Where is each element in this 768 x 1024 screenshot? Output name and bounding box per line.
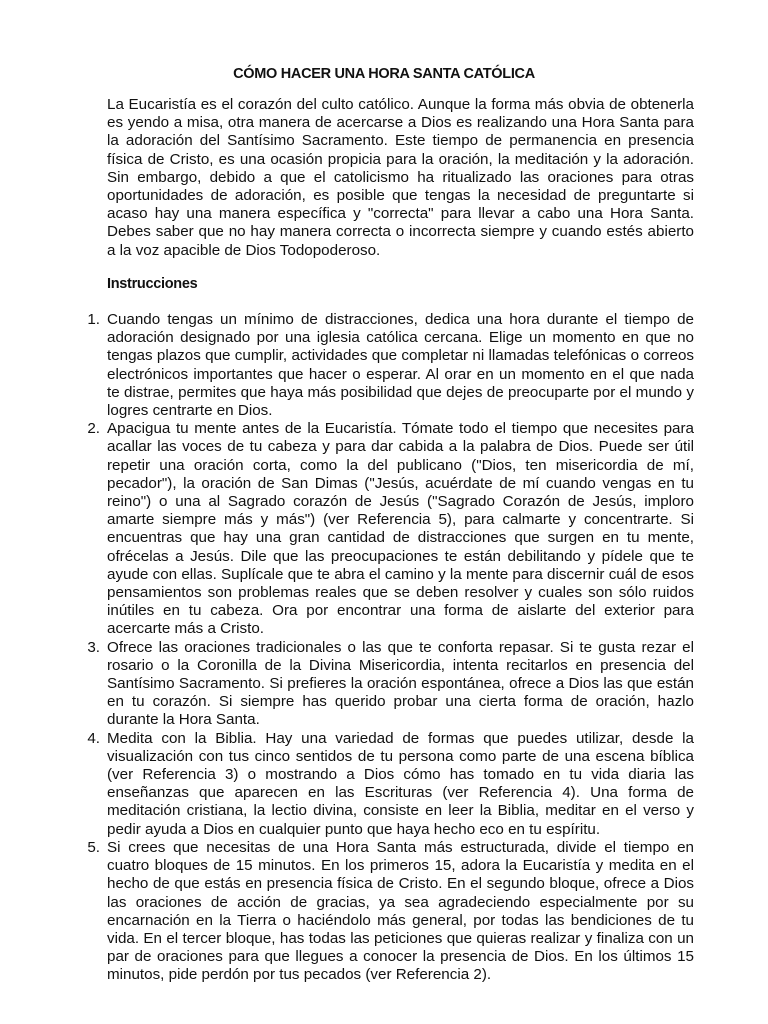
document-title: CÓMO HACER UNA HORA SANTA CATÓLICA <box>233 66 535 82</box>
instruction-item <box>87 420 694 638</box>
instruction-text: Si crees que necesitas de una Hora Santa más estructurada, divide el tiempo en cuatro bloques de 15 minutos. En los primeros 15, adora la Eucaristía y medita en el hecho de que estás en presencia física de Cristo. En el segundo bloque, ofrece a Dios las oraciones de acción de gracias, ya sea agradeciendo especialmente por su encarnación en la Tierra o haciéndolo más general, por todas las bendiciones de tu vida. En el tercer bloque, has todas las peticiones que quieras realizar y finaliza con un par de oraciones para que llegues a conocer la presencia de Dios. En los últimos 15 minutos, pide perdón por tus pecados (ver Referencia 2). <box>107 838 694 984</box>
instruction-item <box>87 311 694 420</box>
intro-paragraph: La Eucaristía es el corazón del culto católico. Aunque la forma más obvia de obtenerla es yendo a misa, otra manera de acercarse a Dios es realizando una Hora Santa para la adoración del Santísimo Sacramento. Este tiempo de permanencia en presencia física de Cristo, es una ocasión propicia para la oración, la meditación y la adoración. Sin embargo, debido a que el catolicismo ha ritualizado las oraciones para otras oportunidades de adoración, es posible que tengas la necesidad de preguntarte si acaso hay una manera específica y "correcta" para llevar a cabo una Hora Santa. Debes saber que no hay manera correcta o incorrecta siempre y cuando estés abierto a la voz apacible de Dios Todopoderoso. <box>107 96 694 259</box>
instruction-number: 2. <box>87 420 100 438</box>
instruction-item <box>87 638 694 730</box>
instruction-text: Medita con la Biblia. Hay una variedad de formas que puedes utilizar, desde la visualización con tus cinco sentidos de tu persona como parte de una escena bíblica (ver Referencia 3) o mostrando a Dios cómo has tomado en tu vida diaria las enseñanzas que aparecen en las Escrituras (ver Referencia 4). Una forma de meditación cristiana, la lectio divina, consiste en leer la Biblia, meditar en el verso y pedir ayuda a Dios en cualquier punto que haya hecho eco en tu espíritu. <box>107 729 694 838</box>
instruction-text: Ofrece las oraciones tradicionales o las que te conforta repasar. Si te gusta rezar el rosario o la Coronilla de la Divina Misericordia, intenta recitarlos en presencia del Santísimo Sacramento. Si prefieres la oración espontánea, ofrece a Dios las que están en tu corazón. Si siempre has querido probar una cierta forma de oración, hazlo durante la Hora Santa. <box>107 638 694 729</box>
instruction-number: 1. <box>87 311 100 328</box>
instruction-item <box>87 838 694 985</box>
instruction-text: Apacigua tu mente antes de la Eucaristía. Tómate todo el tiempo que necesites para acallar las voces de tu cabeza y para dar cabida a la palabra de Dios. Puede ser útil repetir una oración corta, como la del publicano ("Dios, ten misericordia de mí, pecador"), la oración de San Dimas ("Jesús, acuérdate de mí cuando vengas en tu reino") o una al Sagrado corazón de Jesús ("Sagrado Corazón de Jesús, imploro amarte siempre más y más") (ver Referencia 5), para calmarte y concentrarte. Si encuentras que hay una gran cantidad de distracciones que surgen en tu mente, ofrécelas a Jesús. Dile que las preocupaciones te están debilitando y pídele que te ayude con ellas. Suplícale que te abra el camino y la mente para discernir cuál de esos pensamientos son problemas reales que se deben resolver y cuales son sólo ruidos inútiles en tu cabeza. Ora por encontrar una forma de aislarte del exterior para acercarte más a Cristo. <box>107 420 694 638</box>
instruction-number: 4. <box>87 729 100 747</box>
instruction-number: 5. <box>87 838 100 856</box>
instruction-text: Cuando tengas un mínimo de distracciones, dedica una hora durante el tiempo de adoración designado por una iglesia católica cercana. Elige un momento en que no tengas plazos que cumplir, actividades que completar ni llamadas telefónicas o correos electrónicos importantes que hacer o esperar. Al orar en un momento en el que nada te distrae, permites que haya más posibilidad que dejes de preocuparte por el mundo y logres centrarte en Dios. <box>107 311 694 420</box>
instruction-item <box>87 729 694 839</box>
instructions-list <box>87 311 694 985</box>
section-heading-instructions: Instrucciones <box>107 276 198 292</box>
instruction-number: 3. <box>87 638 100 656</box>
